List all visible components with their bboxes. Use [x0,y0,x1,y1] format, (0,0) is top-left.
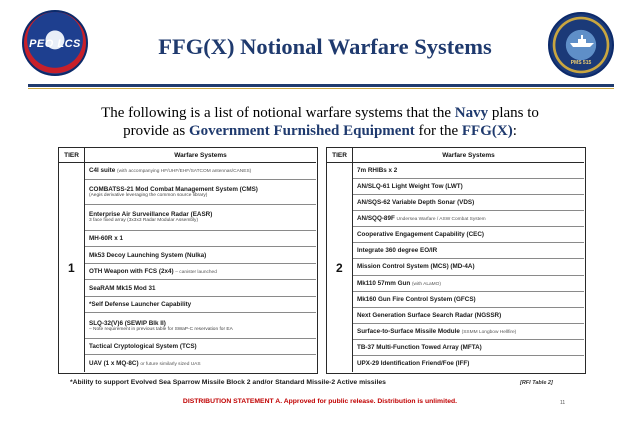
system-name-text: COMBATSS-21 Mod Combat Management System (CMS) [89,185,258,193]
table-row [85,339,316,356]
page-title: FFG(X) Notional Warfare Systems [158,34,492,59]
system-name-text: *Self Defense Launcher Capability [89,301,192,309]
table-row [353,356,584,372]
system-name [357,183,584,190]
system-name-text: Mission Control System (MCS) (MD-4A) [357,263,475,271]
system-description: 3 face fixed array (3x3x3 Radar Modular Assembly) [89,218,199,224]
intro-line-1 [0,104,640,122]
table-row [85,355,316,372]
table-row [353,324,584,340]
system-name [357,247,584,254]
system-note: (SSMM Longbow Hellfire) [461,329,517,335]
table-row [85,313,316,339]
intro-line-2-text: provide as [123,123,189,139]
tier-2-table [326,147,586,374]
table-row [353,259,584,275]
intro-line-2-mid: for the [414,123,462,139]
tier-2-number: 2 [336,261,343,275]
system-name-text: Next Generation Surface Search Radar (NGSSR) [357,311,502,319]
system-note: – canister launched [175,270,217,276]
system-name [89,320,316,327]
intro-line-2 [0,122,640,140]
peo-lcs-logo [22,10,88,76]
system-name-text: OTH Weapon with FCS (2x4) [89,268,174,276]
table-row [353,308,584,324]
system-name-text: Surface-to-Surface Missile Module [357,327,460,335]
tier-2-tier-column [327,163,353,372]
system-name [89,235,316,242]
distribution-statement: DISTRIBUTION STATEMENT A. Approved for public release. Distribution is unlimited. [182,398,458,405]
table-row [85,280,316,297]
tier-1-rows [85,163,316,372]
system-name [357,199,584,206]
table-row [85,180,316,206]
pms-515-seal [548,12,614,78]
system-name-text: UAV (1 x MQ-8C) [89,360,139,368]
system-name-text: UPX-29 Identification Friend/Foe (IFF) [357,360,470,368]
tier-1-tier-header: TIER [59,148,85,163]
table-row [353,292,584,308]
system-description: – Note requirement in previous table for SWaP-C reservation for EA [89,326,233,332]
system-note: (with accompanying HF/UHF/EHF/SATCOM antennas/CANES) [117,169,252,175]
system-description: (Aegis derivative leveraging the common source library) [89,192,208,198]
table-row [353,163,584,179]
intro-navy-emphasis: Navy [454,105,489,121]
system-name-text: Enterprise Air Surveillance Radar (EASR) [89,211,213,219]
system-name [357,328,584,335]
ship-icon [569,34,595,48]
header-rule-accent [28,88,614,89]
tier-1-tier-column [59,163,85,372]
header-rule [28,84,614,87]
system-name [357,215,584,222]
table-row [85,247,316,264]
system-name-text: Integrate 360 degree EO/IR [357,247,438,255]
table-row [353,195,584,211]
system-name-text: Mk53 Decoy Launching System (Nulka) [89,251,207,259]
table-row [353,276,584,292]
system-name-text: Mk110 57mm Gun [357,279,411,287]
table-row [85,205,316,231]
system-name-text: Mk160 Gun Fire Control System (GFCS) [357,295,476,303]
system-name [89,186,316,193]
intro-line-2-end: : [512,123,517,139]
system-name-text: TB-37 Multi-Function Towed Array (MFTA) [357,343,482,351]
system-name [357,263,584,270]
system-name [357,231,584,238]
table-row [85,231,316,248]
system-note: or future similarly sized UAS [140,362,201,368]
pms-515-seal-text: PMS 515 [570,60,592,66]
system-name-text: AN/SQS-62 Variable Depth Sonar (VDS) [357,199,475,207]
table-row [353,227,584,243]
system-name-text: AN/SLQ-61 Light Weight Tow (LWT) [357,183,463,191]
system-name-text: C4I suite [89,167,116,175]
tier-1-table [58,147,318,374]
rfi-reference: [RFI Table 2] [520,380,553,386]
tier-1-systems-header: Warfare Systems [85,148,316,163]
system-name [357,280,584,287]
tier-1-number: 1 [68,261,75,275]
system-name [89,268,316,275]
system-name-text: 7m RHIBs x 2 [357,167,398,175]
system-name [89,343,316,350]
system-name [357,344,584,351]
intro-gfe-emphasis: Government Furnished Equipment [188,123,415,139]
tier-2-rows [353,163,584,372]
intro-line-1-end: plans to [488,105,539,121]
system-name [89,285,316,292]
table-row [85,163,316,180]
system-name-text: SeaRAM Mk15 Mod 31 [89,284,156,292]
table-row [353,179,584,195]
system-name [357,360,584,367]
system-name-text: SLQ-32(V)6 (SEWIP Blk II) [89,319,166,327]
system-name-text: MH-60R x 1 [89,234,123,242]
table-row [85,264,316,281]
system-name [89,301,316,308]
system-name [89,252,316,259]
system-name [357,167,584,174]
system-name [357,312,584,319]
system-name-text: AN/SQQ-89F [357,215,395,223]
table-row [85,297,316,314]
system-note: Undersea Warfare / ASW Combat System [396,217,486,223]
peo-lcs-logo-text: PEO LCS [29,38,81,50]
page-number: 11 [560,400,566,406]
system-name-text: Tactical Cryptological System (TCS) [89,343,197,351]
intro-ffgx-emphasis: FFG(X) [461,123,513,139]
tier-2-systems-header: Warfare Systems [353,148,584,163]
intro-line-1-text: The following is a list of notional warfare systems that the [101,105,455,121]
system-name-text: Cooperative Engagement Capability (CEC) [357,231,485,239]
table-row [353,243,584,259]
system-name [357,296,584,303]
system-name [89,167,316,174]
system-name [89,360,316,367]
footnote: *Ability to support Evolved Sea Sparrow Missile Block 2 and/or Standard Missile-2 Active missiles [70,379,386,386]
table-row [353,211,584,227]
system-note: (with ALaMO) [411,281,442,287]
tier-2-tier-header: TIER [327,148,353,163]
table-row [353,340,584,356]
